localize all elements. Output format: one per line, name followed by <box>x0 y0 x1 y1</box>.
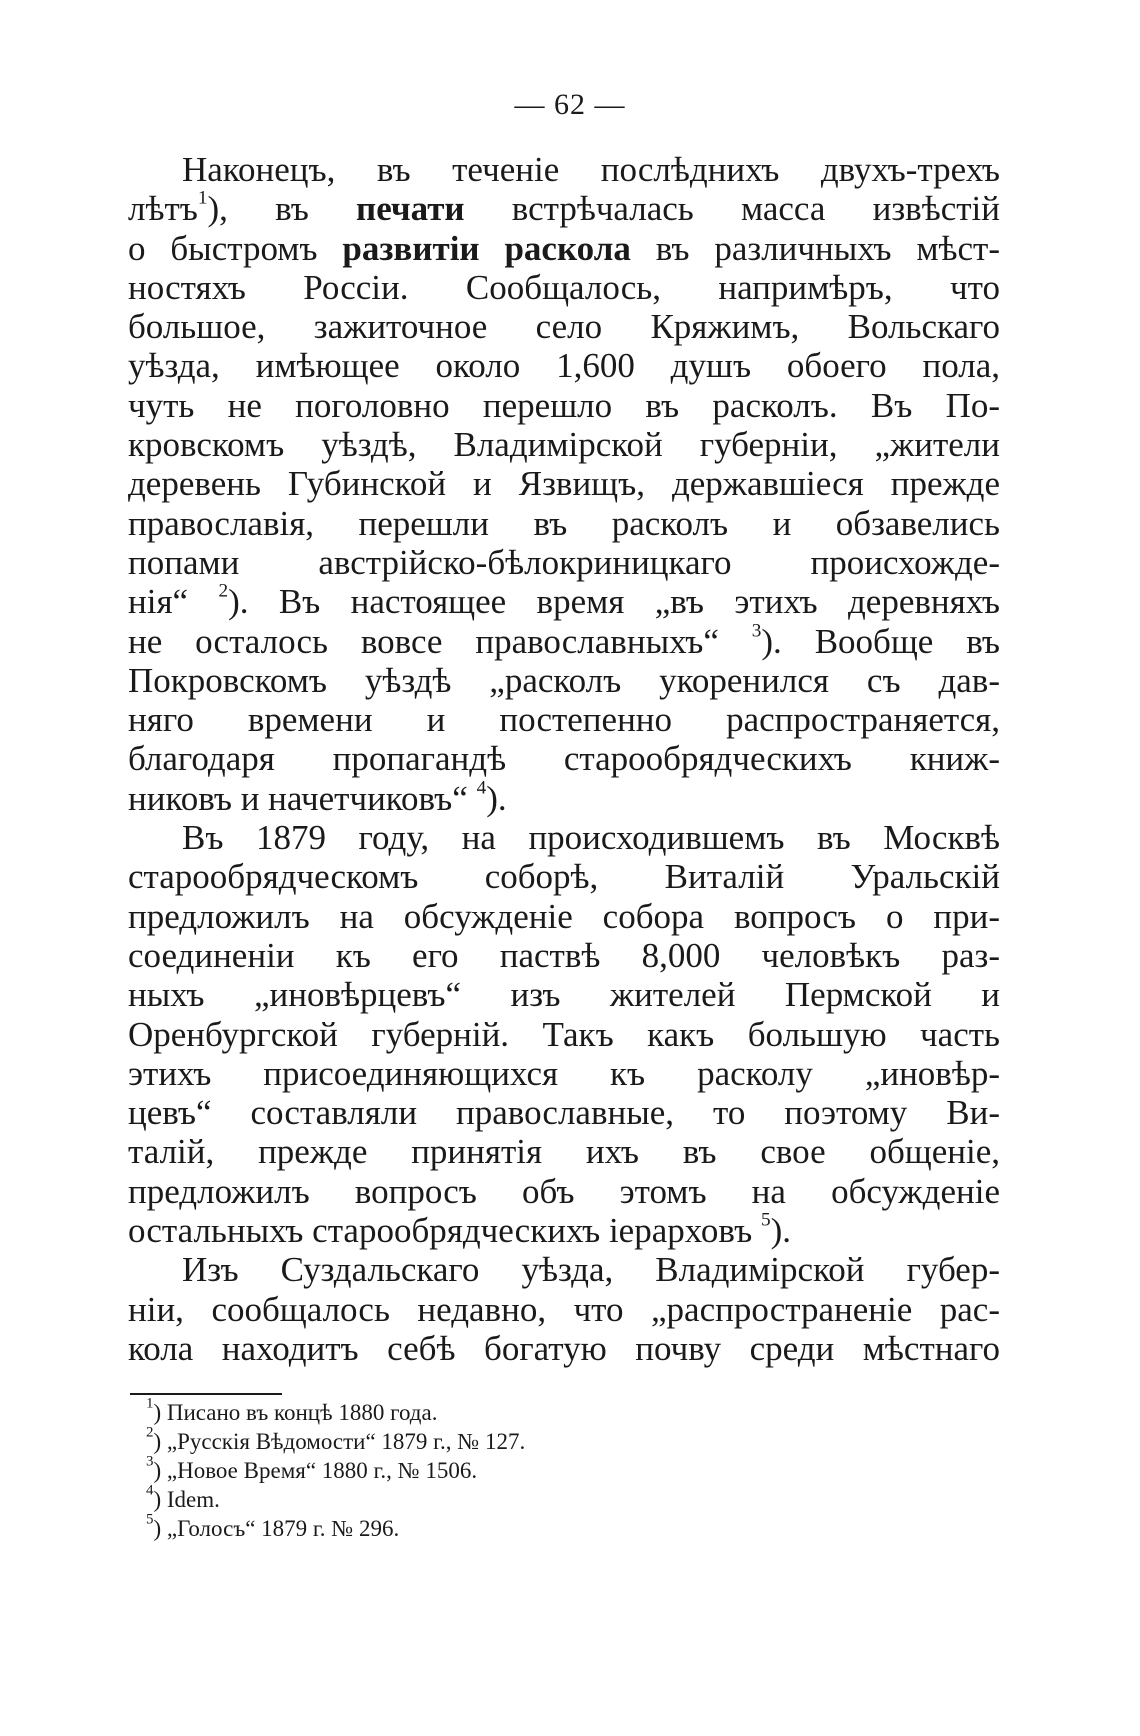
text-segment: развитіи раскола <box>342 228 631 268</box>
text-line <box>128 1054 1000 1093</box>
text-segment: попами австрійско-бѣлокриницкаго происхожде- <box>128 542 1000 582</box>
text-segment: лѣтъ <box>128 189 198 229</box>
text-line <box>128 936 1000 975</box>
text-line <box>128 307 1000 346</box>
text-segment: печати <box>356 189 465 229</box>
text-segment: нія“ <box>128 582 219 622</box>
text-line <box>128 425 1000 464</box>
text-segment: ). <box>770 1211 791 1251</box>
footnote-mark: 1 <box>146 1395 154 1412</box>
footnote-ref: 4 <box>476 777 487 799</box>
text-segment: ), въ <box>207 189 357 229</box>
text-segment: Покровскомъ уѣздѣ „расколъ укоренился съ дав- <box>128 660 1000 700</box>
text-line <box>128 504 1000 543</box>
text-segment: Въ 1879 году, на происходившемъ въ Москвѣ <box>182 818 1000 858</box>
text-line <box>128 739 1000 778</box>
footnote-ref: 3 <box>751 620 762 642</box>
text-segment: Оренбургской губерній. Такъ какъ большую часть <box>128 1014 1000 1054</box>
text-line <box>128 150 1000 189</box>
text-line <box>128 229 1000 268</box>
footnote-mark: 5 <box>146 1511 154 1528</box>
text-segment: Изъ Суздальскаго уѣзда, Владимірской губер- <box>182 1250 1000 1290</box>
text-line <box>128 975 1000 1014</box>
text-segment: ностяхъ Россіи. Сообщалось, напримѣръ, что <box>128 267 1000 307</box>
footnote <box>146 1482 746 1514</box>
footnote-mark: 4 <box>146 1482 154 1499</box>
text-segment: деревень Губинской и Язвищъ, державшіеся прежде <box>128 464 1000 504</box>
footnote-mark: 3 <box>146 1453 154 1470</box>
text-line <box>128 622 1000 661</box>
text-segment: Наконецъ, въ теченіе послѣднихъ двухъ-трехъ <box>182 150 1000 189</box>
text-segment: о быстромъ <box>128 228 343 268</box>
text-line <box>128 700 1000 739</box>
text-line <box>128 1290 1000 1329</box>
text-segment: уѣзда, имѣющее около 1,600 душъ обоего пола, <box>128 346 1000 386</box>
footnote-ref: 5 <box>760 1209 771 1231</box>
text-segment: встрѣчалась масса извѣстій <box>464 189 1000 229</box>
text-segment: православія, перешли въ расколъ и обзавелись <box>128 503 1000 543</box>
text-line <box>128 1172 1000 1211</box>
text-segment: чуть не поголовно перешло въ расколъ. Въ По- <box>128 385 1000 425</box>
footnote-ref: 1 <box>197 187 208 209</box>
footnote-mark: 2 <box>146 1424 154 1441</box>
text-line <box>128 268 1000 307</box>
text-segment: соединеніи къ его паствѣ 8,000 человѣкъ раз- <box>128 935 1000 975</box>
text-segment: предложилъ на обсужденіе собора вопросъ о при- <box>128 896 1000 936</box>
footnote <box>146 1395 746 1427</box>
text-line <box>128 464 1000 503</box>
text-segment: благодаря пропагандѣ старообрядческихъ книж- <box>128 739 1000 779</box>
text-line <box>128 818 1000 857</box>
footnote <box>146 1453 746 1485</box>
text-line <box>128 386 1000 425</box>
text-line <box>128 1015 1000 1054</box>
footnote-ref: 2 <box>218 580 229 602</box>
text-line <box>128 582 1000 621</box>
text-segment: няго времени и постепенно распространяется, <box>128 700 1000 740</box>
text-segment: старообрядческомъ соборѣ, Виталій Уральскій <box>128 857 1000 897</box>
text-line <box>128 661 1000 700</box>
text-segment: не осталось вовсе православныхъ“ <box>128 621 752 661</box>
body-text <box>128 150 1000 1368</box>
text-segment: большое, зажиточное село Кряжимъ, Вольскаго <box>128 307 1000 347</box>
text-segment: предложилъ вопросъ объ этомъ на обсужденіе <box>128 1171 1000 1211</box>
text-segment: кола находитъ себѣ богатую почву среди мѣстнаго <box>128 1328 1000 1368</box>
text-segment: остальныхъ старообрядческихъ іерарховъ <box>128 1211 761 1251</box>
text-line <box>128 543 1000 582</box>
text-line <box>128 189 1000 228</box>
footnote-text: ) „Русскія Вѣдомости“ 1879 г., № 127. <box>153 1429 526 1454</box>
footnotes <box>146 1395 746 1543</box>
text-segment: цевъ“ составляли православные, то поэтому Ви- <box>128 1093 1000 1133</box>
text-line <box>128 346 1000 385</box>
footnote-text: ) Idem. <box>153 1487 220 1512</box>
text-segment: кровскомъ уѣздѣ, Владимірской губерніи, „жители <box>128 425 1000 465</box>
page-number: — 62 — <box>514 88 626 121</box>
text-line <box>128 857 1000 896</box>
footnote-text: ) Писано въ концѣ 1880 года. <box>153 1400 438 1425</box>
text-segment: ). Вообще въ <box>761 621 1000 661</box>
footnote-text: ) „Новое Время“ 1880 г., № 1506. <box>153 1458 478 1483</box>
text-line <box>128 1093 1000 1132</box>
text-segment: ніи, сообщалось недавно, что „распространеніе рас- <box>128 1289 1000 1329</box>
text-segment: никовъ и начетчиковъ“ <box>128 778 477 818</box>
text-segment: этихъ присоединяющихся къ расколу „иновѣр- <box>128 1053 1000 1093</box>
text-segment: ныхъ „иновѣрцевъ“ изъ жителей Пермской и <box>128 975 1000 1015</box>
text-line <box>128 1329 1000 1368</box>
text-line <box>128 779 1000 818</box>
text-segment: талій, прежде принятія ихъ въ свое общеніе, <box>128 1132 1000 1172</box>
text-line <box>128 1211 1000 1250</box>
text-segment: ). Въ настоящее время „въ этихъ деревняхъ <box>228 582 1000 622</box>
text-line <box>128 1250 1000 1289</box>
footnote-text: ) „Голосъ“ 1879 г. № 296. <box>153 1516 400 1541</box>
text-segment: ). <box>486 778 507 818</box>
text-line <box>128 897 1000 936</box>
text-line <box>128 1132 1000 1171</box>
footnote <box>146 1424 746 1456</box>
text-segment: въ различныхъ мѣст- <box>630 228 1001 268</box>
footnote <box>146 1511 746 1543</box>
